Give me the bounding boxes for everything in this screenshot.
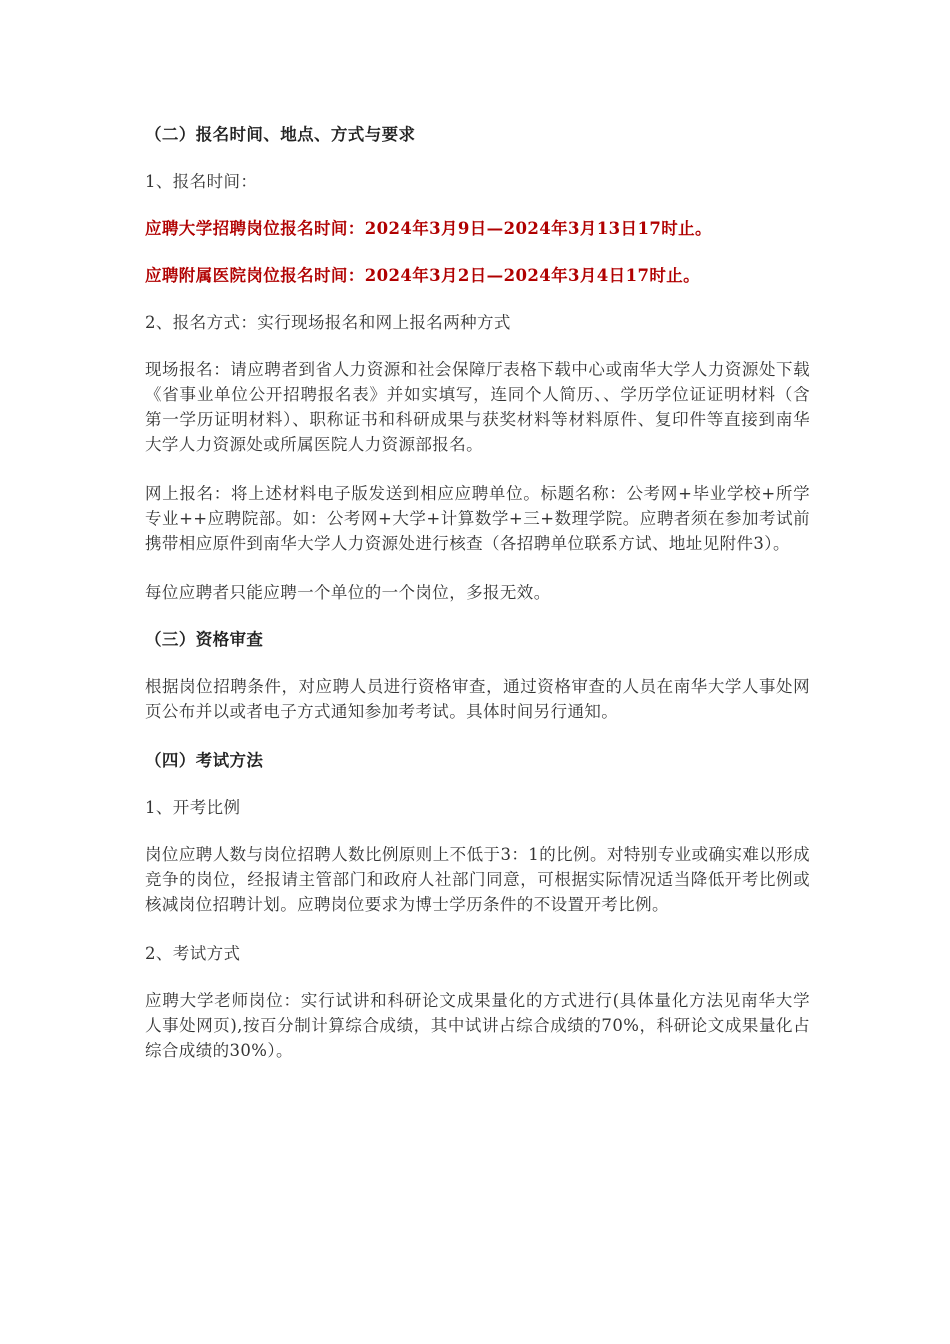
onsite-registration-paragraph: 现场报名：请应聘者到省人力资源和社会保障厅表格下载中心或南华大学人力资源处下载《省事业单位公开招聘报名表》并如实填写，连同个人简历、、学历学位证证明材料（含第一学历证明材料）、职称证书和科研成果与获奖材料等材料原件、复印件等直接到南华大学人力资源处或所属医院人力资源部报名。 <box>145 360 810 454</box>
registration-method: 2、报名方式：实行现场报名和网上报名两种方式 <box>145 313 511 332</box>
registration-time-label: 1、报名时间： <box>145 172 258 191</box>
section-heading-qualification: （三）资格审查 <box>145 630 264 649</box>
single-position-rule: 每位应聘者只能应聘一个单位的一个岗位，多报无效。 <box>145 583 551 602</box>
exam-method-label: 2、考试方式 <box>145 944 241 963</box>
registration-time-hospital: 应聘附属医院岗位报名时间：2024年3月2日—2024年3月4日17时止。 <box>145 266 701 285</box>
exam-ratio-paragraph: 岗位应聘人数与岗位招聘人数比例原则上不低于3：1的比例。对特别专业或确实难以形成竞争的岗位，经报请主管部门和政府人社部门同意，可根据实际情况适当降低开考比例或核减岗位招聘计划。应聘岗位要求为博士学历条件的不设置开考比例。 <box>145 845 810 914</box>
qualification-paragraph: 根据岗位招聘条件，对应聘人员进行资格审查，通过资格审查的人员在南华大学人事处网页公布并以或者电子方式通知参加考考试。具体时间另行通知。 <box>145 677 810 721</box>
exam-ratio-label: 1、开考比例 <box>145 798 241 817</box>
section-heading-registration: （二）报名时间、地点、方式与要求 <box>145 125 416 144</box>
section-heading-exam: （四）考试方法 <box>145 751 264 770</box>
exam-method-paragraph: 应聘大学老师岗位：实行试讲和科研论文成果量化的方式进行(具体量化方法见南华大学人事处网页),按百分制计算综合成绩，其中试讲占综合成绩的70%，科研论文成果量化占综合成绩的30%）。 <box>145 991 810 1060</box>
registration-time-university: 应聘大学招聘岗位报名时间：2024年3月9日—2024年3月13日17时止。 <box>145 219 712 238</box>
document-page <box>145 122 810 1063</box>
online-registration-paragraph: 网上报名：将上述材料电子版发送到相应应聘单位。标题名称：公考网+毕业学校+所学专业++应聘院部。如：公考网+大学+计算数学+三+数理学院。应聘者须在参加考试前携带相应原件到南华大学人力资源处进行核查（各招聘单位联系方试、地址见附件3）。 <box>145 484 810 553</box>
